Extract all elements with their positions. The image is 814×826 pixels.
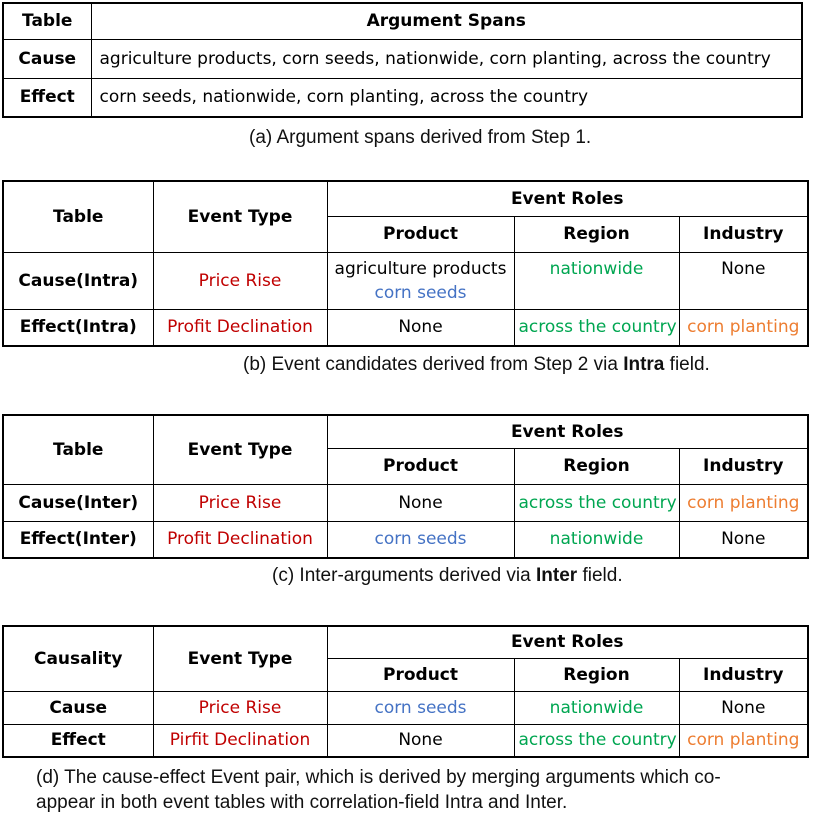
- product-cell: corn seeds: [327, 691, 514, 724]
- caption-text: field.: [664, 354, 710, 375]
- header-causality: Causality: [3, 626, 153, 691]
- header-industry: Industry: [679, 448, 808, 484]
- industry-cell: corn planting: [679, 484, 808, 521]
- row-label-cause: Cause: [3, 39, 91, 78]
- region-cell: across the country: [514, 309, 679, 346]
- row-label-effect-intra: Effect(Intra): [3, 309, 153, 346]
- region-cell: across the country: [514, 484, 679, 521]
- region-cell: nationwide: [514, 521, 679, 558]
- header-region: Region: [514, 216, 679, 252]
- product-cell: None: [327, 724, 514, 757]
- row-label-effect-inter: Effect(Inter): [3, 521, 153, 558]
- caption-d-line1: (d) The cause-effect Event pair, which is derived by merging arguments which co-: [36, 767, 721, 788]
- event-type-cell: Price Rise: [153, 252, 327, 309]
- industry-cell: None: [679, 521, 808, 558]
- table-argument-spans: [2, 2, 803, 118]
- header-industry: Industry: [679, 658, 808, 691]
- industry-cell: corn planting: [679, 309, 808, 346]
- header-product: Product: [327, 448, 514, 484]
- caption-d-line2: appear in both event tables with correlation-field Intra and Inter.: [36, 792, 568, 813]
- header-event-type: Event Type: [153, 181, 327, 252]
- caption-bold: Inter: [536, 565, 578, 586]
- product-cell: [327, 252, 514, 309]
- event-type-cell: Price Rise: [153, 691, 327, 724]
- header-table: Table: [3, 181, 153, 252]
- region-cell: nationwide: [514, 252, 679, 309]
- header-industry: Industry: [679, 216, 808, 252]
- industry-cell: None: [679, 691, 808, 724]
- event-type-cell: Profit Declination: [153, 521, 327, 558]
- caption-text: field.: [577, 565, 623, 586]
- industry-cell: corn planting: [679, 724, 808, 757]
- table-intra-events: [2, 180, 809, 347]
- event-type-cell: Pirfit Declination: [153, 724, 327, 757]
- caption-bold: Intra: [623, 354, 665, 375]
- row-label-cause-inter: Cause(Inter): [3, 484, 153, 521]
- header-region: Region: [514, 448, 679, 484]
- product-value: agriculture products: [334, 258, 507, 279]
- product-cell: None: [327, 309, 514, 346]
- header-table: Table: [3, 415, 153, 484]
- row-label-effect: Effect: [3, 724, 153, 757]
- region-cell: across the country: [514, 724, 679, 757]
- table-inter-events: [2, 414, 809, 559]
- header-argument-spans: Argument Spans: [91, 3, 802, 39]
- event-type-cell: Profit Declination: [153, 309, 327, 346]
- product-value: corn seeds: [374, 282, 467, 303]
- header-event-roles: Event Roles: [327, 415, 808, 448]
- header-product: Product: [327, 216, 514, 252]
- caption-a: (a) Argument spans derived from Step 1.: [249, 127, 592, 148]
- header-product: Product: [327, 658, 514, 691]
- caption-b: [243, 354, 710, 376]
- effect-spans: corn seeds, nationwide, corn planting, across the country: [91, 78, 802, 117]
- row-label-effect: Effect: [3, 78, 91, 117]
- row-label-cause: Cause: [3, 691, 153, 724]
- header-event-roles: Event Roles: [327, 626, 808, 658]
- caption-text: (c) Inter-arguments derived via: [272, 565, 536, 586]
- caption-text: (b) Event candidates derived from Step 2 via: [243, 354, 624, 375]
- table-causality: [2, 625, 809, 758]
- header-event-roles: Event Roles: [327, 181, 808, 216]
- row-label-cause-intra: Cause(Intra): [3, 252, 153, 309]
- product-cell: corn seeds: [327, 521, 514, 558]
- header-event-type: Event Type: [153, 415, 327, 484]
- product-cell: None: [327, 484, 514, 521]
- header-table: Table: [3, 3, 91, 39]
- header-event-type: Event Type: [153, 626, 327, 691]
- industry-cell: None: [679, 252, 808, 309]
- cause-spans: agriculture products, corn seeds, nationwide, corn planting, across the country: [91, 39, 802, 78]
- caption-c: [272, 565, 623, 587]
- event-type-cell: Price Rise: [153, 484, 327, 521]
- header-region: Region: [514, 658, 679, 691]
- region-cell: nationwide: [514, 691, 679, 724]
